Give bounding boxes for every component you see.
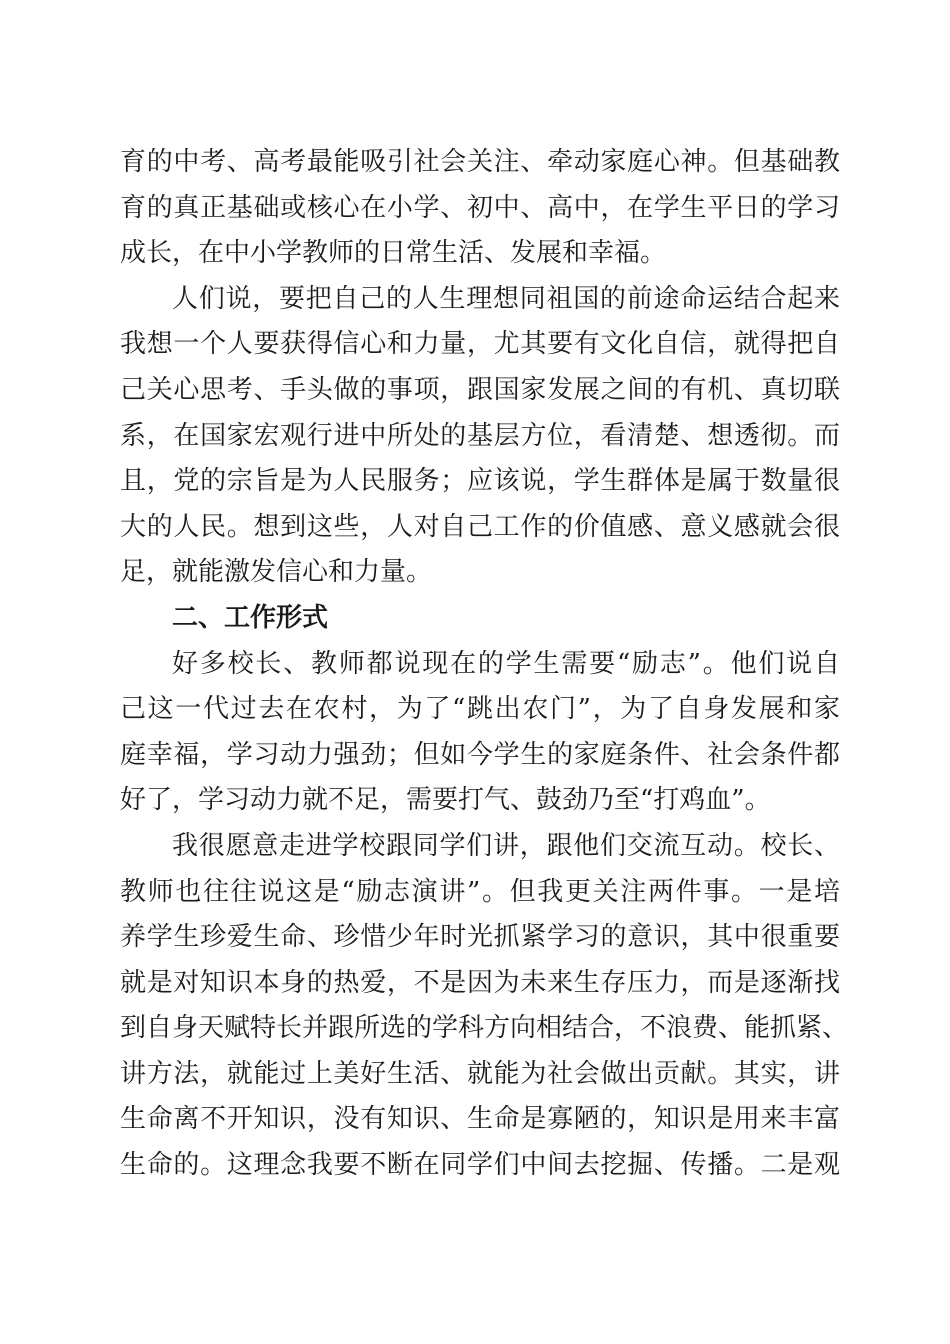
text-line: 育的中考、高考最能吸引社会关注、牵动家庭心神。但基础教	[120, 147, 840, 177]
text-line: 到自身天赋特长并跟所选的学科方向相结合，不浪费、能抓紧、	[120, 1013, 849, 1044]
text-line: 就是对知识本身的热爱，不是因为未来生存压力，而是逐渐找	[120, 967, 840, 998]
text-line: 育的真正基础或核心在小学、初中、高中，在学生平日的学习	[120, 192, 840, 223]
text-line: 讲方法，就能过上美好生活、就能为社会做出贡献。其实，讲	[120, 1058, 840, 1089]
text-line: 好了，学习动力就不足，需要打气、鼓劲乃至“打鸡血”。	[120, 785, 771, 816]
text-line: 己这一代过去在农村，为了“跳出农门”，为了自身发展和家	[120, 694, 840, 725]
section-heading: 二、工作形式	[172, 602, 329, 633]
text-line: 生命离不开知识，没有知识、生命是寡陋的，知识是用来丰富	[120, 1104, 840, 1135]
document-body	[120, 140, 849, 1189]
text-line: 我很愿意走进学校跟同学们讲，跟他们交流互动。校长、	[172, 830, 840, 861]
text-line: 己关心思考、手头做的事项，跟国家发展之间的有机、真切联	[120, 374, 840, 405]
text-line: 养学生珍爱生命、珍惜少年时光抓紧学习的意识，其中很重要	[120, 922, 840, 953]
text-line: 系，在国家宏观行进中所处的基层方位，看清楚、想透彻。而	[120, 420, 840, 451]
text-line: 足，就能激发信心和力量。	[120, 557, 433, 588]
text-line: 人们说，要把自己的人生理想同祖国的前途命运结合起来	[172, 283, 840, 314]
text-line: 庭幸福，学习动力强劲；但如今学生的家庭条件、社会条件都	[120, 739, 840, 770]
text-line: 教师也往往说这是“励志演讲”。但我更关注两件事。一是培	[120, 876, 840, 907]
text-line: 好多校长、教师都说现在的学生需要“励志”。他们说自	[172, 648, 840, 679]
text-line: 且，党的宗旨是为人民服务；应该说，学生群体是属于数量很	[120, 466, 840, 497]
text-line: 生命的。这理念我要不断在同学们中间去挖掘、传播。二是观	[120, 1150, 840, 1181]
text-line: 我想一个人要获得信心和力量，尤其要有文化自信，就得把自	[120, 329, 840, 360]
text-line: 大的人民。想到这些，人对自己工作的价值感、意义感就会很	[120, 511, 840, 542]
text-line: 成长，在中小学教师的日常生活、发展和幸福。	[120, 238, 667, 269]
